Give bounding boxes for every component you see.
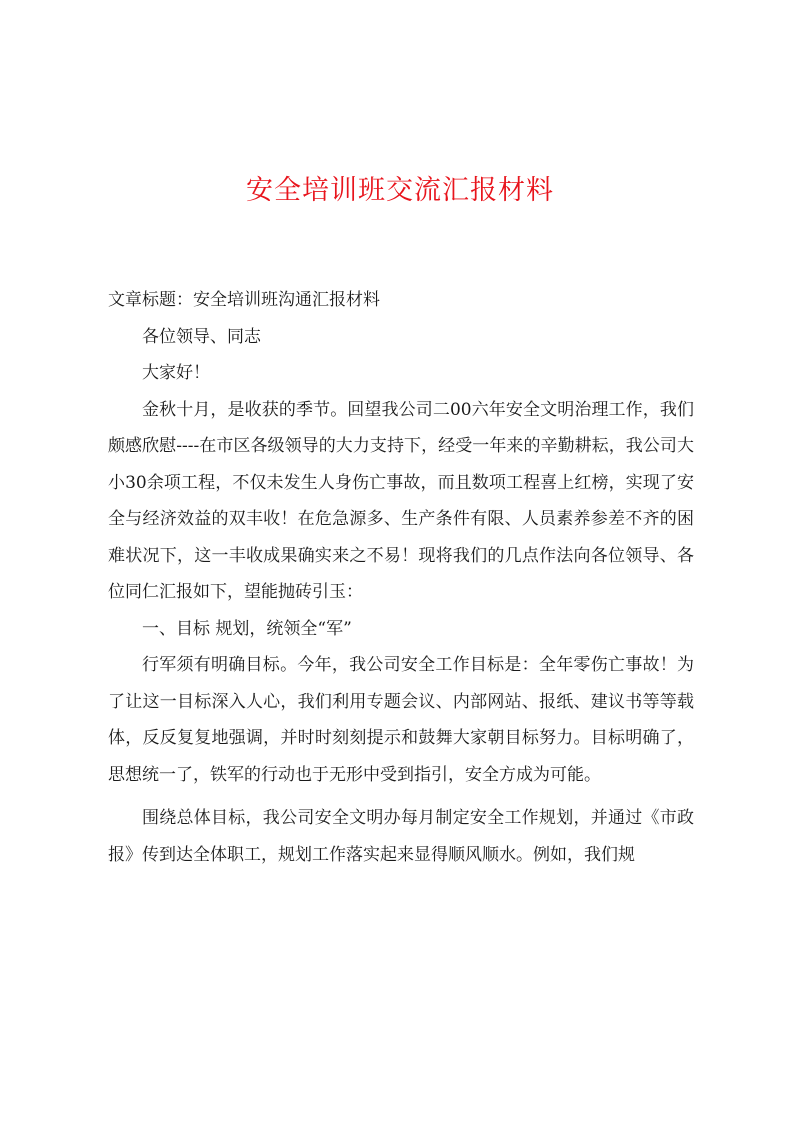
body-paragraph: 围绕总体目标，我公司安全文明办每月制定安全工作规划，并通过《市政报》传到达全体职工，规划工作落实起来显得顺风顺水。例如，我们规 [108, 808, 694, 865]
body-paragraph: 金秋十月，是收获的季节。回望我公司二00六年安全文明治理工作，我们颇感欣慰----在市区各级领导的大力支持下，经受一年来的辛勤耕耘，我公司大小30余项工程，不仅未发生人身伤亡事故，而且数项工程喜上红榜，实现了安全与经济效益的双丰收！在危急源多、生产条件有限、人员素养参差不齐的困难状况下，这一丰收成果确实来之不易！现将我们的几点作法向各位领导、各位同仁汇报如下，望能抛砖引玉： [108, 399, 694, 602]
body-paragraph: 行军须有明确目标。今年，我公司安全工作目标是：全年零伤亡事故！为了让这一目标深入人心，我们利用专题会议、内部网站、报纸、建议书等等载体，反反复复地强调，并时时刻刻提示和鼓舞大家朝目标努力。目标明确了，思想统一了，铁军的行动也于无形中受到指引，安全方成为可能。 [108, 655, 694, 785]
article-title-line: 文章标题：安全培训班沟通汇报材料 [108, 290, 380, 310]
document-title: 安全培训班交流汇报材料 [246, 175, 554, 206]
salutation-line: 大家好！ [142, 363, 210, 383]
document-body [108, 282, 694, 873]
greeting-line: 各位领导、同志 [142, 326, 261, 347]
section-heading: 一、目标 规划，统领全“军” [142, 618, 352, 639]
